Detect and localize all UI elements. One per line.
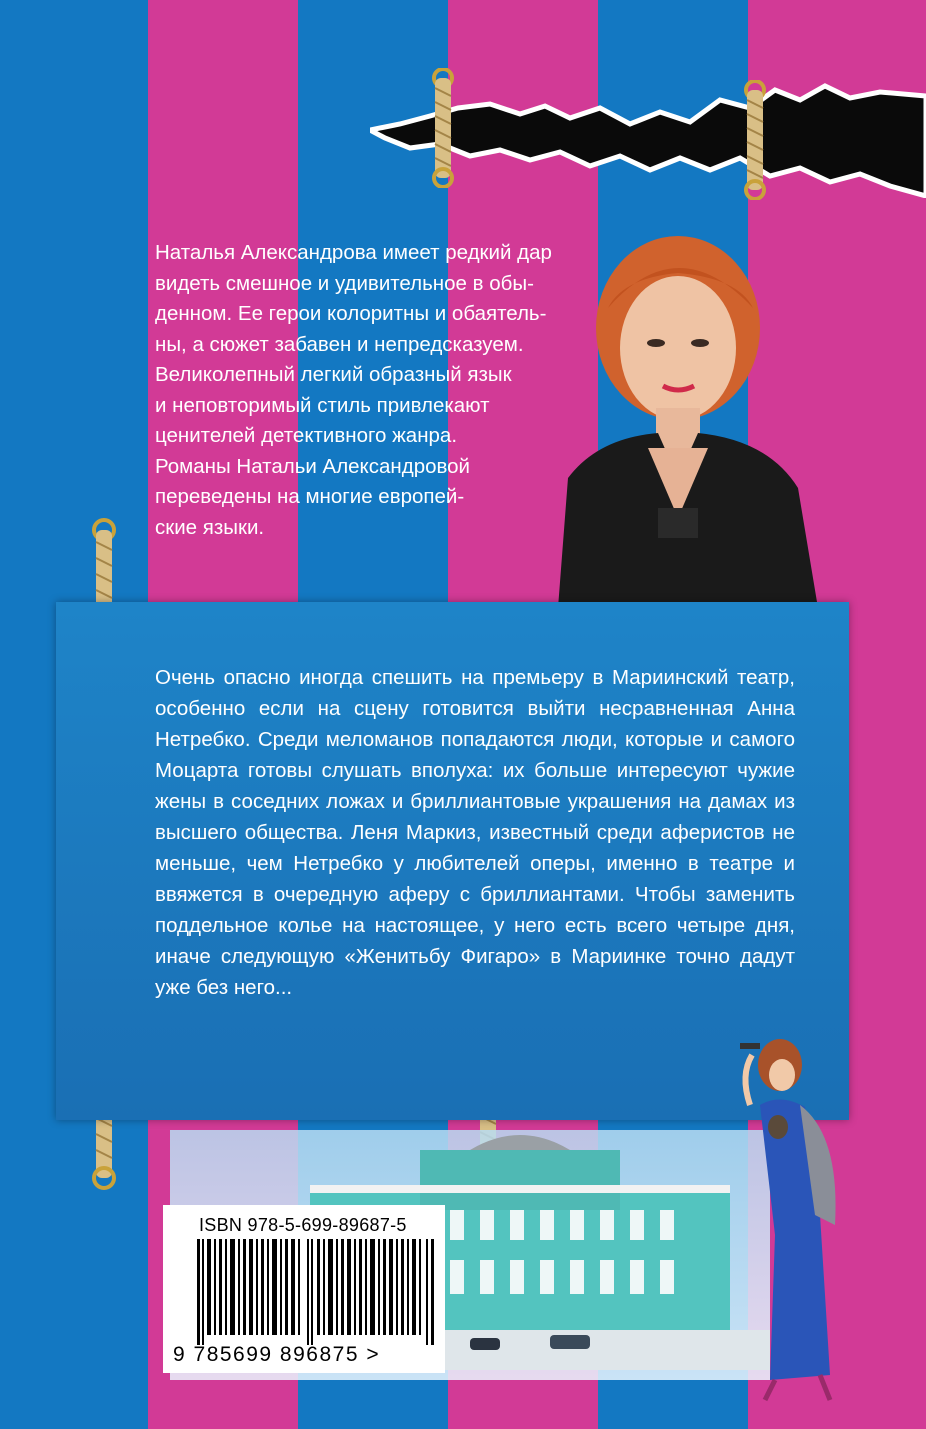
rope-loop-icon <box>423 68 463 188</box>
isbn-digits: 9 785699 896875 > <box>173 1343 381 1366</box>
author-bio <box>155 238 575 543</box>
annotation-text: Очень опасно иногда спешить на премьеру в Мариинский театр, особенно если на сцену готовится выйти несравненная Анна Нетребко. Среди меломанов попадаются люди, которые и самого Моцарта готовы слушать вполуха: их больше интересуют чужие жены в соседних ложах и бриллиантовые украшения на дамах из высшего общества. Леня Маркиз, известный среди аферистов не меньше, чем Нетребко у любителей оперы, именно в театре и ввяжется в очередную аферу с бриллиантами. Чтобы заменить поддельное колье на настоящее, у него есть всего четыре дня, иначе следующую «Женитьбу Фигаро» в Мариинке точно дадут уже без него... <box>155 666 795 999</box>
author-portrait <box>538 218 838 608</box>
barcode-icon <box>197 1239 435 1345</box>
isbn-label: ISBN 978-5-699-89687-5 <box>199 1215 407 1235</box>
rope-loop-icon <box>735 80 775 200</box>
lady-in-blue-illustration <box>720 1035 860 1410</box>
isbn-barcode-block <box>163 1205 445 1373</box>
author-bio-text: Наталья Александрова имеет редкий дар видеть смешное и удивительное в обы- денном. Ее герои колоритны и обаятель- ны, а сюжет забавен и непредсказуем. Великолепный легкий образный язык и неповторимый стиль привлекают ценителей детективного жанра. Романы Натальи Александровой переведены на многие европей- ские языки. <box>155 241 552 539</box>
annotation <box>155 662 795 1003</box>
